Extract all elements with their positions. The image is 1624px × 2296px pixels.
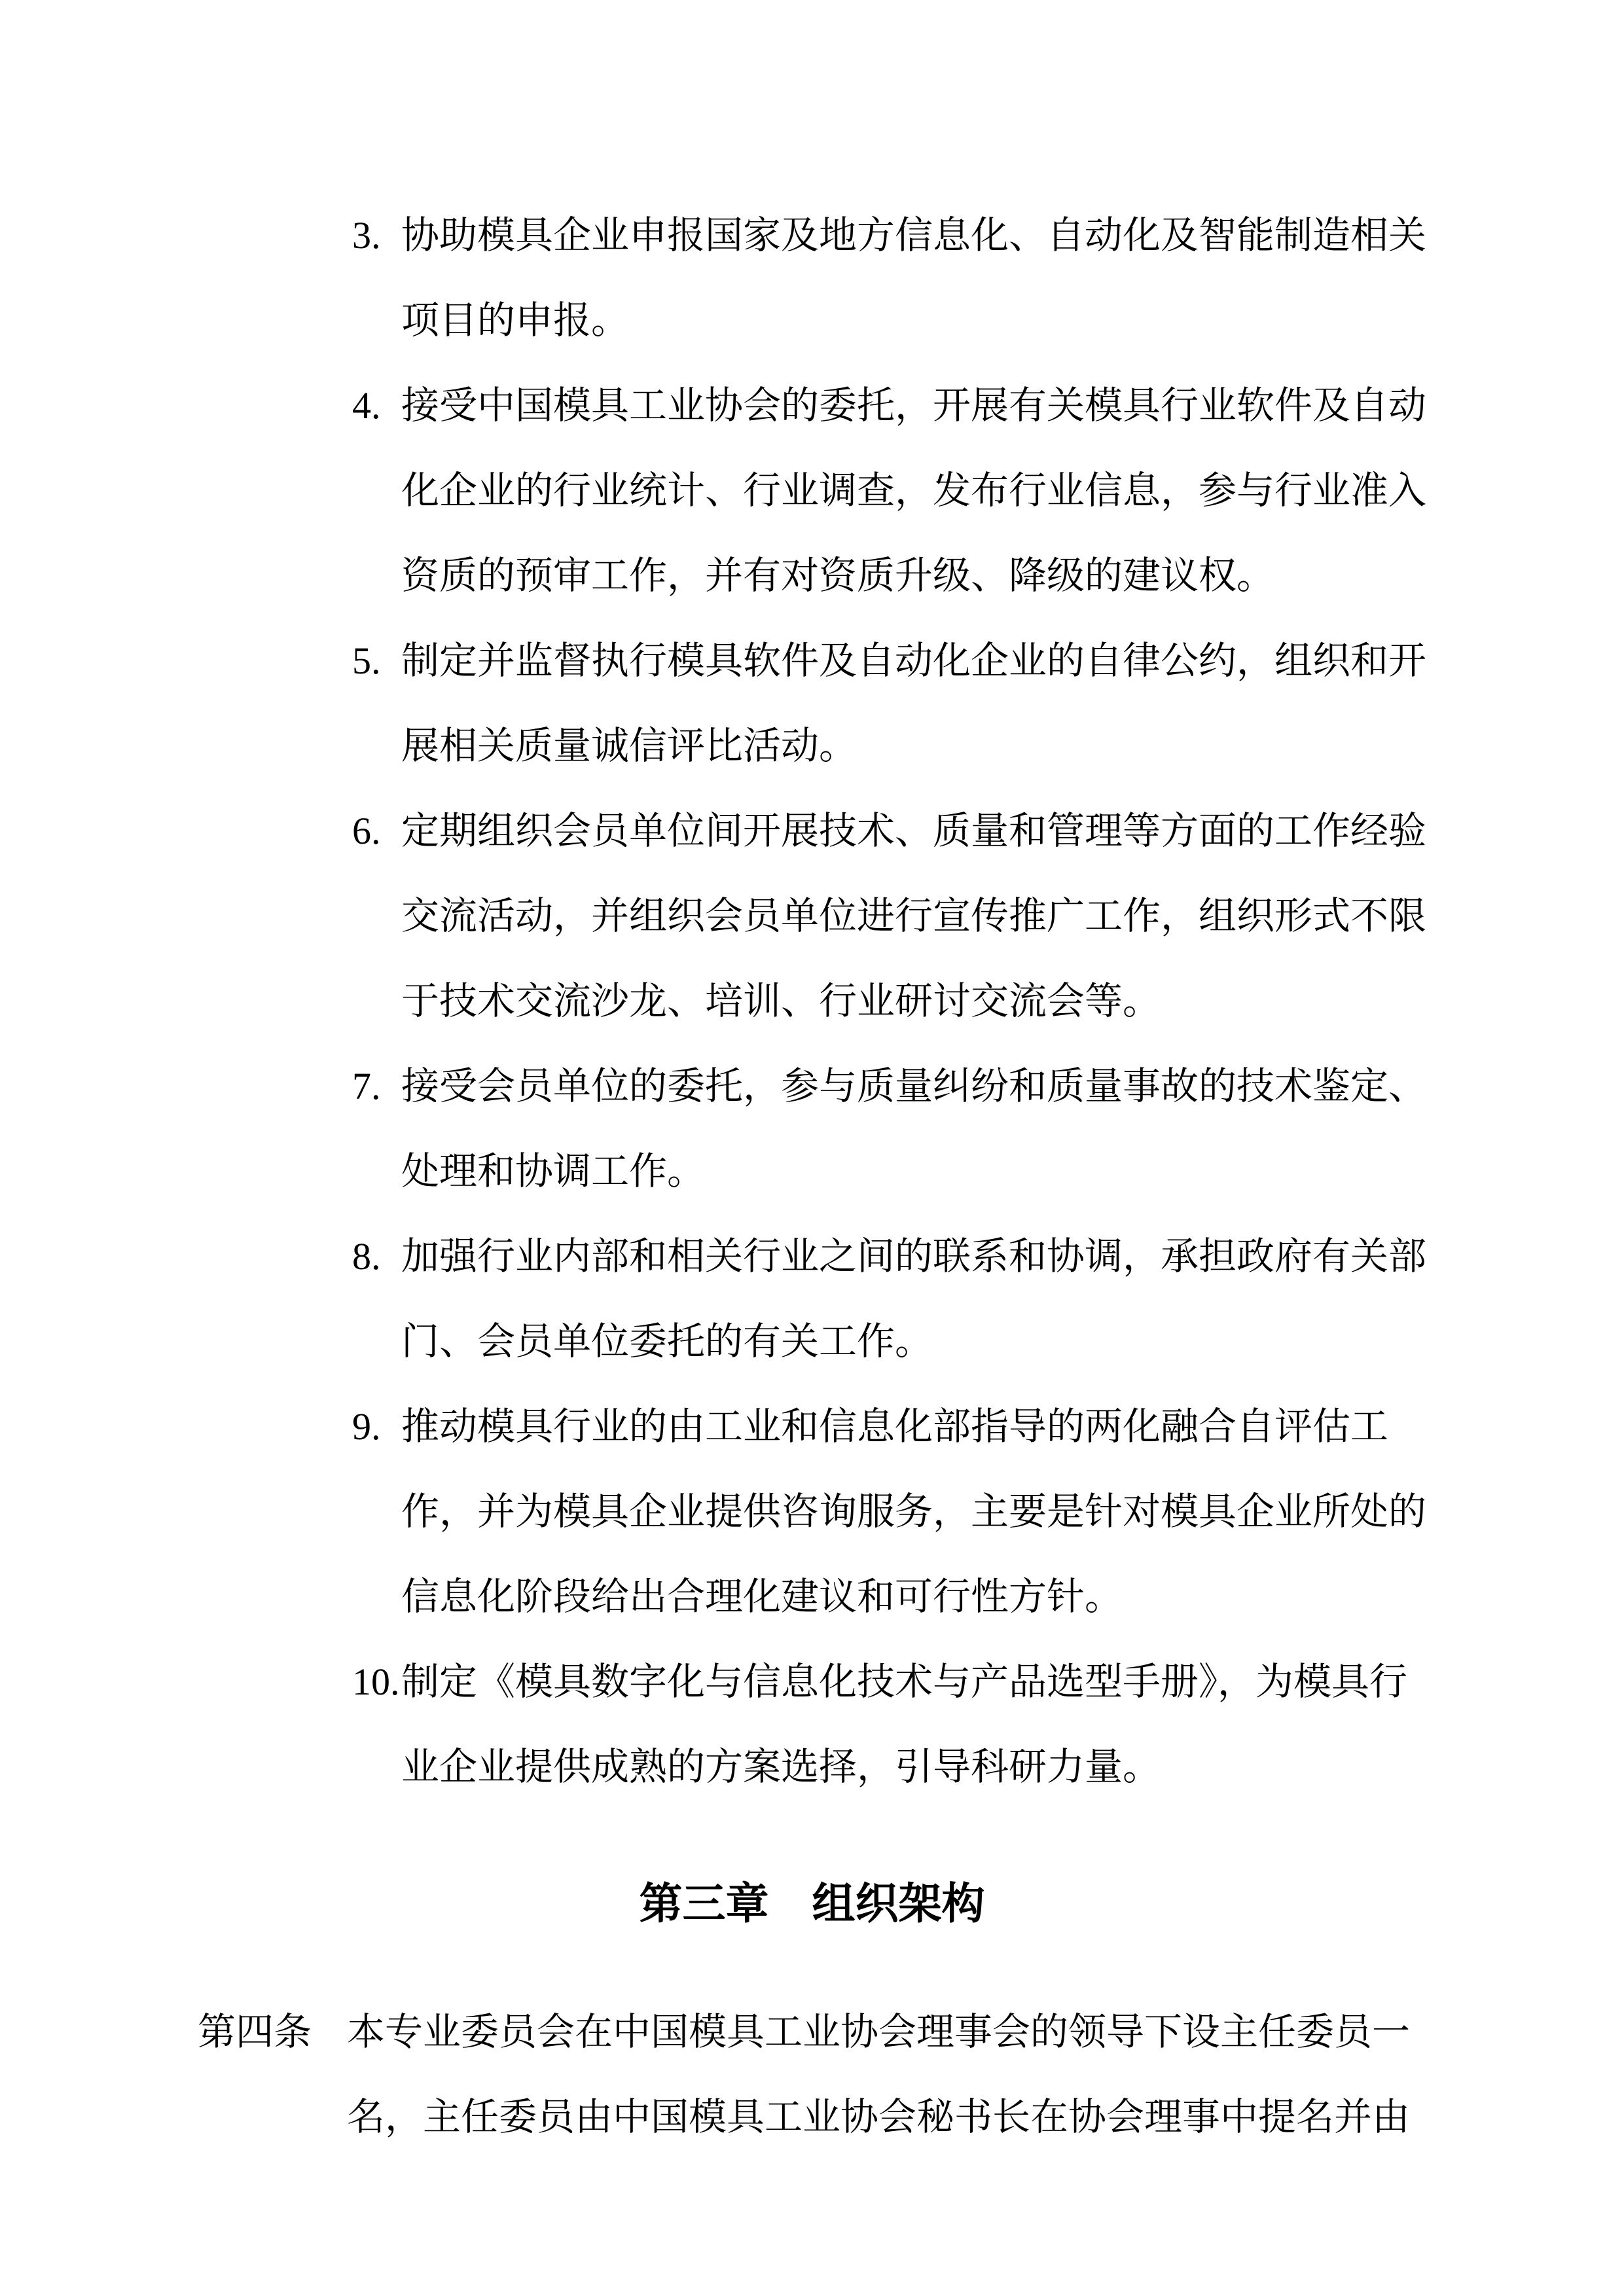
text-line: 加强行业内部和相关行业之间的联系和协调，承担政府有关部 — [401, 1235, 1427, 1278]
text-line: 定期组织会员单位间开展技术、质量和管理等方面的工作经验 — [401, 810, 1427, 852]
list-item-lines — [401, 1384, 1624, 1640]
chapter-heading: 第三章 组织架构 — [639, 1880, 985, 1928]
text-line: 交流活动，并组织会员单位进行宣传推广工作，组织形式不限 — [401, 895, 1427, 937]
list-item-number: 5. — [352, 639, 381, 682]
article-lines — [347, 1990, 1624, 2160]
article-paragraph — [198, 1990, 1624, 2160]
text-line: 名，主任委员由中国模具工业协会秘书长在协会理事中提名并由 — [347, 2096, 1411, 2138]
text-line: 作，并为模具企业提供咨询服务，主要是针对模具企业所处的 — [401, 1490, 1427, 1533]
text-line: 接受会员单位的委托，参与质量纠纷和质量事故的技术鉴定、 — [401, 1065, 1427, 1107]
list-item-lines — [401, 1640, 1624, 1810]
list-item-lines — [401, 789, 1624, 1044]
text-line: 制定并监督执行模具软件及自动化企业的自律公约，组织和开 — [401, 639, 1427, 682]
list-item — [0, 789, 1624, 1044]
list-item-lines — [401, 363, 1624, 619]
list-item-number: 10. — [352, 1660, 400, 1703]
list-item — [0, 1384, 1624, 1640]
list-item-lines — [401, 619, 1624, 789]
text-line: 推动模具行业的由工业和信息化部指导的两化融合自评估工 — [401, 1405, 1389, 1448]
text-line: 处理和协调工作。 — [401, 1150, 706, 1193]
list-item — [0, 1640, 1624, 1810]
text-line: 资质的预审工作，并有对资质升级、降级的建议权。 — [401, 554, 1275, 597]
text-line: 门、会员单位委托的有关工作。 — [401, 1320, 933, 1363]
list-item-lines — [401, 1044, 1624, 1214]
numbered-list — [0, 193, 1624, 1810]
list-item-number: 7. — [352, 1065, 381, 1107]
text-line: 展相关质量诚信评比活动。 — [401, 725, 857, 767]
list-item — [0, 363, 1624, 619]
text-line: 业企业提供成熟的方案选择，引导科研力量。 — [401, 1746, 1161, 1788]
list-item-lines — [401, 1214, 1624, 1384]
list-item-number: 8. — [352, 1235, 381, 1278]
list-item-number: 9. — [352, 1405, 381, 1448]
text-line: 信息化阶段给出合理化建议和可行性方针。 — [401, 1575, 1123, 1618]
list-item-lines — [401, 193, 1624, 363]
article-label: 第四条 — [198, 2011, 312, 2053]
list-item — [0, 1214, 1624, 1384]
text-line: 化企业的行业统计、行业调查，发布行业信息，参与行业准入 — [401, 469, 1427, 512]
list-item-number: 4. — [352, 384, 381, 427]
text-line: 本专业委员会在中国模具工业协会理事会的领导下设主任委员一 — [347, 2011, 1411, 2053]
list-item — [0, 1044, 1624, 1214]
list-item — [0, 619, 1624, 789]
text-line: 于技术交流沙龙、培训、行业研讨交流会等。 — [401, 980, 1161, 1022]
list-item-number: 6. — [352, 810, 381, 852]
text-line: 协助模具企业申报国家及地方信息化、自动化及智能制造相关 — [401, 214, 1427, 257]
text-line: 制定《模具数字化与信息化技术与产品选型手册》，为模具行 — [401, 1660, 1408, 1703]
list-item — [0, 193, 1624, 363]
text-line: 项目的申报。 — [401, 299, 630, 342]
text-line: 接受中国模具工业协会的委托，开展有关模具行业软件及自动 — [401, 384, 1427, 427]
list-item-number: 3. — [352, 214, 381, 257]
